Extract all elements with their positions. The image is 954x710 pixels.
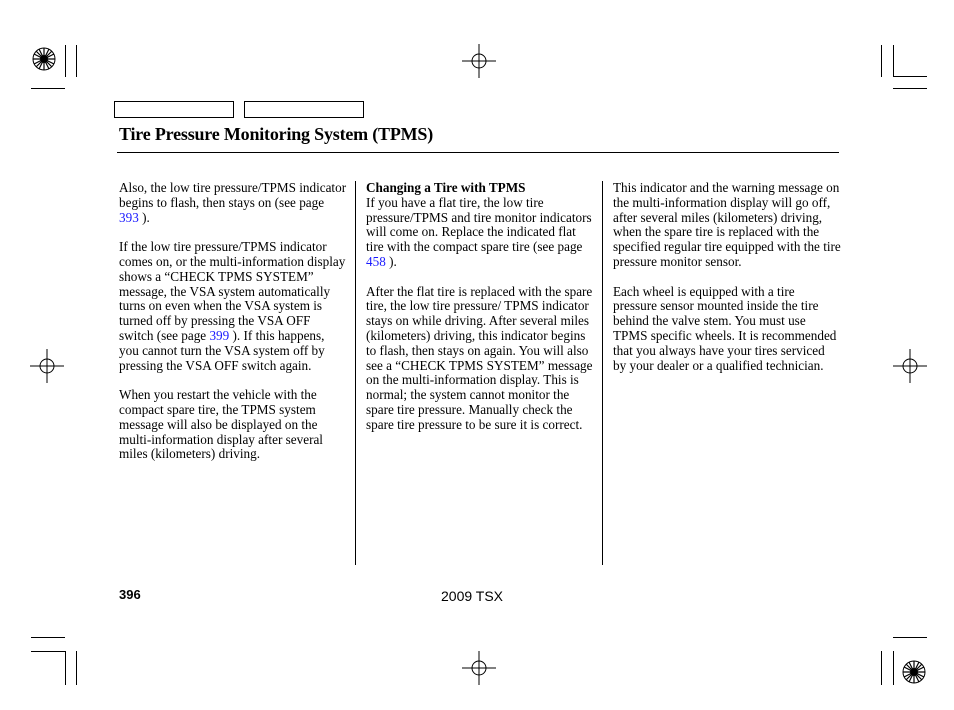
registration-crosshair-icon (893, 349, 927, 383)
crop-mark (65, 651, 66, 685)
column-divider (602, 181, 603, 565)
column-divider (355, 181, 356, 565)
nav-button-table-of-contents[interactable] (244, 101, 364, 118)
paragraph: Changing a Tire with TPMS If you have a flat tire, the low tire pressure/TPMS and tire monitor indicators will come on. Replace the indicated flat tire with the compact spare tire (see page 458 ). (366, 181, 594, 270)
paragraph: Also, the low tire pressure/TPMS indicator begins to flash, then stays on (see page 393 ). (119, 180, 347, 225)
paragraph: Each wheel is equipped with a tire pressure sensor mounted inside the tire behind the valve stem. You must use TPMS specific wheels. It is recommended that you always have your tires serviced by your dealer or a qualified technician. (613, 283, 837, 373)
crop-mark (881, 45, 882, 77)
crop-mark (893, 45, 894, 77)
page-link-399[interactable]: 399 (209, 327, 230, 343)
model-label: 2009 TSX (441, 588, 504, 604)
column-2 (366, 181, 594, 447)
column-1 (119, 181, 347, 477)
column-3 (613, 181, 841, 388)
paragraph: If the low tire pressure/TPMS indicator comes on, or the multi-information display shows a “CHECK TPMS SYSTEM” message, the VSA system automatically turns on even when the VSA system is turned off by pressing the VSA OFF switch (see page 399 ). If this happens, you cannot turn the VSA system off by pressing the VSA OFF switch again. (119, 239, 346, 373)
crop-mark (893, 651, 894, 685)
page-number: 396 (119, 587, 141, 602)
crop-mark (65, 45, 66, 77)
section-heading: Changing a Tire with TPMS (366, 180, 526, 195)
page-link-458[interactable]: 458 (366, 253, 386, 269)
crop-mark (31, 651, 65, 652)
page-link-393[interactable]: 393 (119, 209, 139, 225)
registration-crosshair-icon (462, 44, 496, 78)
registration-crosshair-icon (462, 651, 496, 685)
page-title: Tire Pressure Monitoring System (TPMS) (119, 124, 434, 144)
crop-mark (31, 637, 65, 638)
paragraph: This indicator and the warning message on the multi-information display will go off, after several miles (kilometers) driving, when the spare tire is replaced with the specified regular tire equipped with the tire pressure monitor sensor. (613, 180, 841, 269)
crop-mark (76, 45, 77, 77)
paragraph: When you restart the vehicle with the compact spare tire, the TPMS system message will also be displayed on the multi-information display after several miles (kilometers) driving. (119, 387, 323, 462)
title-divider (117, 152, 839, 153)
nav-button-main-menu[interactable] (114, 101, 234, 118)
crop-mark (31, 88, 65, 89)
crop-mark (881, 651, 882, 685)
registration-sunburst-icon (901, 659, 927, 685)
paragraph: After the flat tire is replaced with the spare tire, the low tire pressure/ TPMS indicator stays on while driving. After several miles (kilometers) driving, this indicator begins to flash, then stays on again. You will also see a “CHECK TPMS SYSTEM” message on the multi-information display. This is normal; the system cannot monitor the spare tire pressure. Manually check the spare tire pressure to be sure it is correct. (366, 283, 593, 432)
registration-sunburst-icon (31, 46, 57, 72)
crop-mark (893, 88, 927, 89)
crop-mark (76, 651, 77, 685)
crop-mark (893, 76, 927, 77)
crop-mark (893, 637, 927, 638)
registration-crosshair-icon (30, 349, 64, 383)
